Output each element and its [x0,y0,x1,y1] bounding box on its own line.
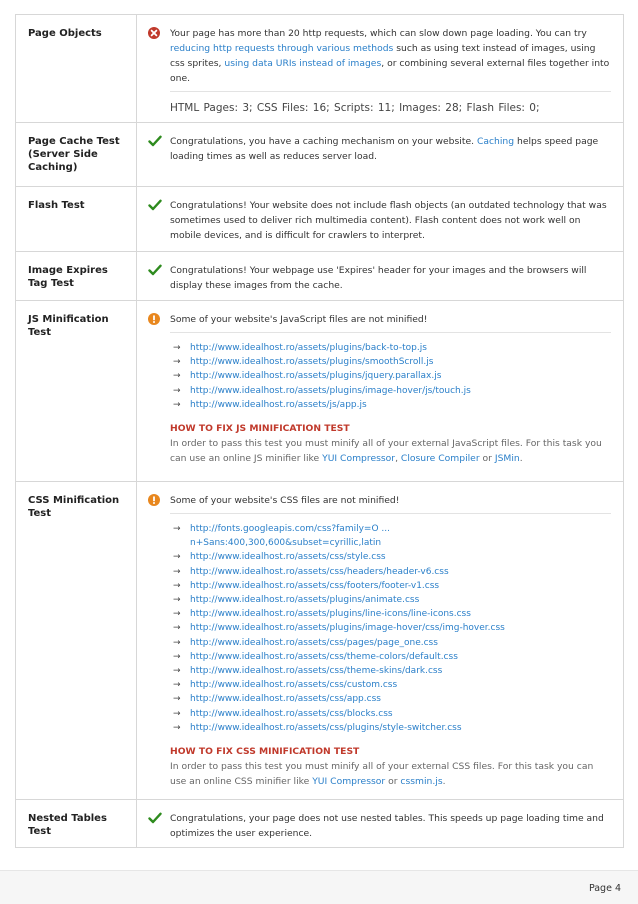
yui-compressor-link[interactable]: YUI Compressor [322,453,396,465]
text: Congratulations, you have a caching mechanism on your website. [170,136,477,147]
file-link[interactable]: http://www.idealhost.ro/assets/css/style.css [190,552,386,563]
row-css-minification [16,482,623,800]
row-body [165,15,623,122]
row-body [165,482,623,799]
page-number: Page 4 [588,883,621,894]
list-item [170,721,611,735]
list-item [170,707,611,721]
data-uri-link[interactable]: using data URIs instead of images [224,58,382,69]
arrow-right-icon: → [173,651,181,662]
report-table [15,14,624,848]
status-cell [137,123,165,186]
row-js-minification [16,301,623,482]
arrow-right-icon: → [173,680,181,691]
list-item [170,650,611,664]
status-cell [137,252,165,300]
text: . [442,776,446,788]
arrow-right-icon: → [173,580,181,591]
file-link[interactable]: http://www.idealhost.ro/assets/plugins/back-to-top.js [190,343,427,353]
list-item [170,355,611,369]
closure-compiler-link[interactable]: Closure Compiler [400,453,480,465]
arrow-right-icon: → [173,609,181,620]
row-body [165,301,623,481]
error-icon [148,27,160,39]
file-link[interactable]: http://www.idealhost.ro/assets/css/headers/header-v6.css [190,566,449,577]
arrow-right-icon: → [173,722,181,733]
text: In order to pass this test you must minify all of your external CSS files. For this task you can use an online CSS minifier like [170,761,594,788]
reduce-requests-link[interactable]: reducing http requests through various methods [170,43,394,54]
list-item [170,664,611,678]
list-item [170,369,611,383]
list-item [170,522,611,550]
description: Congratulations! Your webpage use 'Expires' header for your images and the browsers will display these images from the cache. [170,265,587,291]
row-body [165,252,623,300]
description: Congratulations! Your website does not include flash objects (an outdated technology that was sometimes used to deliver rich multimedia content). Flash content does not work well on mobile devices, and is difficult for crawlers to interpret. [170,200,607,241]
text: , or combining several external files together into one. [170,58,610,84]
row-label: JS Minification Test [16,301,137,481]
arrow-right-icon: → [173,552,181,563]
checkmark-icon [148,812,162,824]
file-link[interactable] [190,522,611,550]
arrow-right-icon: → [173,666,181,677]
warning-icon [148,313,160,325]
file-link[interactable]: http://www.idealhost.ro/assets/css/theme-skins/dark.css [190,666,443,677]
text: Your page has more than 20 http requests, which can slow down page loading. You can try [170,28,587,39]
fix-title: HOW TO FIX CSS MINIFICATION TEST [170,746,360,758]
row-label: CSS Minification Test [16,482,137,799]
row-label: Image Expires Tag Test [16,252,137,300]
list-item [170,692,611,706]
row-flash-test [16,187,623,252]
text: In order to pass this test you must minify all of your external JavaScript files. For this task you can use an online JS minifier like [170,438,602,465]
js-file-list [170,341,611,412]
arrow-right-icon: → [173,566,181,577]
arrow-right-icon: → [173,637,181,648]
file-link[interactable]: http://www.idealhost.ro/assets/css/custom.css [190,680,398,691]
divider [170,91,611,92]
text: or [479,453,495,465]
description [170,26,611,86]
arrow-right-icon: → [173,694,181,705]
divider [170,513,611,514]
list-item [170,636,611,650]
file-link-line: n+Sans:400,300,600&subset=cyrillic,latin [190,538,382,549]
row-page-cache [16,123,623,187]
file-link[interactable]: http://www.idealhost.ro/assets/css/pages/page_one.css [190,637,438,648]
row-label: Nested Tables Test [16,800,137,847]
arrow-right-icon: → [173,371,181,382]
fix-description [170,436,611,466]
arrow-right-icon: → [173,399,181,410]
row-image-expires [16,252,623,301]
row-body [165,187,623,251]
row-nested-tables [16,800,623,848]
arrow-right-icon: → [173,343,181,353]
row-label: Page Objects [16,15,137,122]
checkmark-icon [148,264,162,276]
list-item [170,384,611,398]
status-cell [137,187,165,251]
description: Some of your website's CSS files are not minified! [170,495,400,506]
file-link-line: http://fonts.googleapis.com/css?family=O ... [190,524,390,534]
list-item [170,341,611,355]
file-link[interactable]: http://www.idealhost.ro/assets/css/app.css [190,694,381,705]
file-link[interactable]: http://www.idealhost.ro/assets/plugins/image-hover/css/img-hover.css [190,623,505,634]
file-link[interactable]: http://www.idealhost.ro/assets/css/theme-colors/default.css [190,651,458,662]
text: , [395,453,401,465]
page-footer [0,870,638,904]
arrow-right-icon: → [173,524,181,534]
text: or [385,776,401,788]
file-link[interactable]: http://www.idealhost.ro/assets/plugins/animate.css [190,595,420,606]
description: Some of your website's JavaScript files are not minified! [170,314,428,325]
row-label: Flash Test [16,187,137,251]
row-body [165,800,623,847]
fix-description [170,759,611,789]
file-link[interactable]: http://www.idealhost.ro/assets/plugins/jquery.parallax.js [190,371,442,382]
caching-link[interactable]: Caching [476,136,515,147]
text: helps speed page loading times as well as reduces server load. [170,136,599,162]
list-item [170,579,611,593]
status-cell [137,301,165,481]
status-cell [137,15,165,122]
list-item [170,550,611,564]
row-label: Page Cache Test (Server Side Caching) [16,123,137,186]
row-body [165,123,623,186]
text: . [519,453,523,465]
object-stats: HTML Pages: 3; CSS Files: 16; Scripts: 11; Images: 28; Flash Files: 0; [170,102,540,114]
list-item [170,678,611,692]
list-item [170,593,611,607]
divider [170,332,611,333]
text: such as using text instead of images, using css sprites, [170,43,596,69]
list-item [170,398,611,412]
description [170,134,611,164]
status-cell [137,482,165,799]
file-link[interactable]: http://www.idealhost.ro/assets/js/app.js [190,399,367,410]
arrow-right-icon: → [173,623,181,634]
yui-compressor-link[interactable]: YUI Compressor [312,776,386,788]
file-link[interactable]: http://www.idealhost.ro/assets/plugins/image-hover/js/touch.js [190,385,471,396]
arrow-right-icon: → [173,595,181,606]
cssmin-link[interactable]: cssmin.js [400,776,443,788]
fix-title: HOW TO FIX JS MINIFICATION TEST [170,423,350,435]
arrow-right-icon: → [173,708,181,719]
description: Congratulations, your page does not use nested tables. This speeds up page loading time and optimizes the user experience. [170,813,604,839]
list-item [170,607,611,621]
row-page-objects [16,15,623,123]
arrow-right-icon: → [173,385,181,396]
list-item [170,621,611,635]
css-file-list [170,522,611,735]
file-link[interactable]: http://www.idealhost.ro/assets/css/blocks.css [190,708,393,719]
file-link[interactable]: http://www.idealhost.ro/assets/plugins/line-icons/line-icons.css [190,609,471,620]
file-link[interactable]: http://www.idealhost.ro/assets/css/plugins/style-switcher.css [190,722,462,733]
checkmark-icon [148,199,162,211]
warning-icon [148,494,160,506]
arrow-right-icon: → [173,357,181,368]
status-cell [137,800,165,847]
checkmark-icon [148,135,162,147]
file-link[interactable]: http://www.idealhost.ro/assets/css/footers/footer-v1.css [190,580,440,591]
jsmin-link[interactable]: JSMin [494,453,520,465]
list-item [170,565,611,579]
file-link[interactable]: http://www.idealhost.ro/assets/plugins/smoothScroll.js [190,357,434,368]
